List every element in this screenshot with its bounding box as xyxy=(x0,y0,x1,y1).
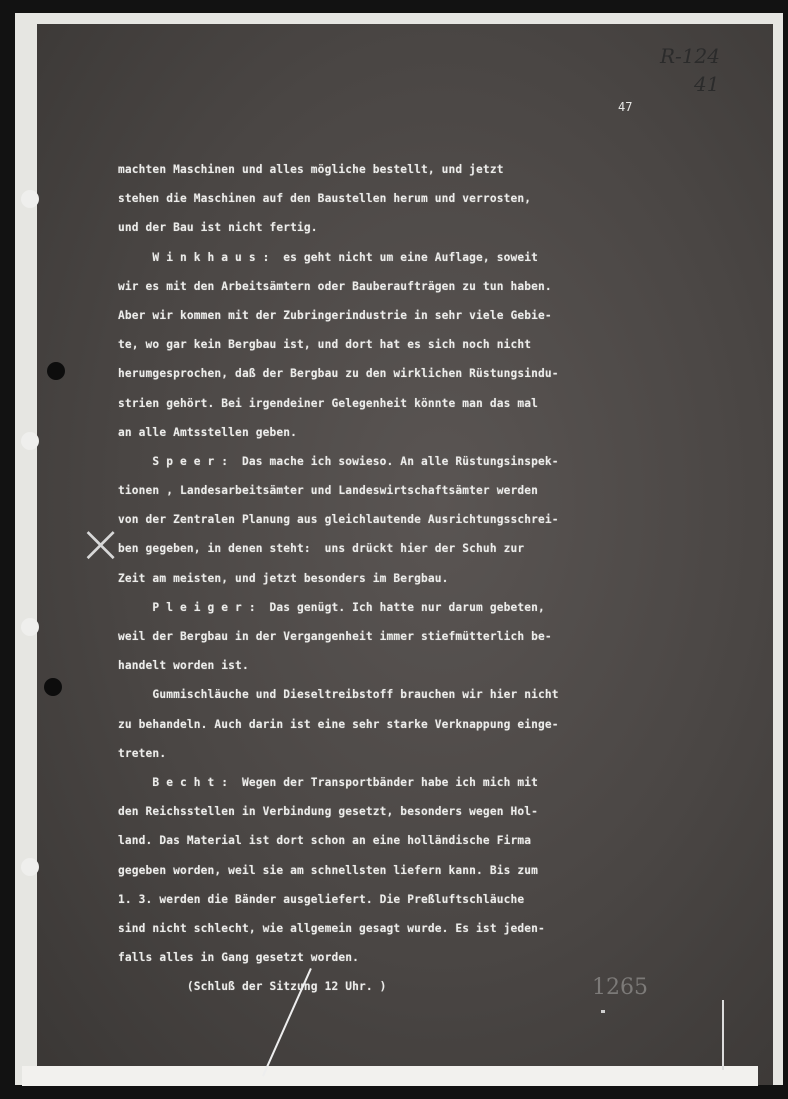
text-line: gegeben worden, weil sie am schnellsten liefern kann. Bis zum xyxy=(118,863,539,877)
punch-hole xyxy=(21,618,39,636)
pencil-cross-mark: ⨯ xyxy=(78,512,124,575)
bottom-tape-strip xyxy=(22,1066,758,1086)
text-line: ben gegeben, in denen steht: uns drückt hier der Schuh zur xyxy=(118,542,525,556)
text-line: Zeit am meisten, und jetzt besonders im Bergbau. xyxy=(118,571,449,585)
text-line: machten Maschinen und alles mögliche bestellt, und jetzt xyxy=(118,163,504,176)
stamped-page-number: 1265 xyxy=(592,975,648,1000)
archive-sub-annotation: 41 xyxy=(694,72,720,96)
document-body xyxy=(118,155,678,1001)
text-line: treten. xyxy=(118,746,167,760)
text-line: wir es mit den Arbeitsämtern oder Bauberaufträgen zu tun haben. xyxy=(118,279,552,293)
edge-scratch xyxy=(722,1000,724,1070)
text-line: zu behandeln. Auch darin ist eine sehr starke Verknappung einge- xyxy=(118,717,559,731)
text-line: B e c h t : Wegen der Transportbänder habe ich mich mit xyxy=(118,775,539,789)
text-line: P l e i g e r : Das genügt. Ich hatte nur darum gebeten, xyxy=(118,600,545,614)
text-line: (Schluß der Sitzung 12 Uhr. ) xyxy=(118,980,387,994)
small-mark xyxy=(601,1010,605,1013)
punch-hole xyxy=(47,362,65,380)
text-line: von der Zentralen Planung aus gleichlautende Ausrichtungsschrei- xyxy=(118,513,559,527)
text-line: strien gehört. Bei irgendeiner Gelegenheit könnte man das mal xyxy=(118,396,539,410)
text-line: falls alles in Gang gesetzt worden. xyxy=(118,951,359,965)
text-line: und der Bau ist nicht fertig. xyxy=(118,221,318,235)
archive-number-annotation: R-124 xyxy=(660,44,720,68)
text-line: te, wo gar kein Bergbau ist, und dort hat es sich noch nicht xyxy=(118,338,532,352)
text-line: stehen die Maschinen auf den Baustellen herum und verrosten, xyxy=(118,192,532,206)
punch-hole xyxy=(21,858,39,876)
text-line: herumgesprochen, daß der Bergbau zu den wirklichen Rüstungsindu- xyxy=(118,367,559,381)
text-line: an alle Amtsstellen geben. xyxy=(118,425,298,439)
text-line: handelt worden ist. xyxy=(118,659,249,673)
text-line: Gummischläuche und Dieseltreibstoff brauchen wir hier nicht xyxy=(118,688,559,702)
text-line: land. Das Material ist dort schon an eine holländische Firma xyxy=(118,834,532,848)
punch-hole xyxy=(21,432,39,450)
text-line: W i n k h a u s : es geht nicht um eine Auflage, soweit xyxy=(118,250,539,264)
text-line: weil der Bergbau in der Vergangenheit immer stiefmütterlich be- xyxy=(118,630,552,643)
punch-hole xyxy=(21,190,39,208)
text-line: tionen , Landesarbeitsämter und Landeswirtschaftsämter werden xyxy=(118,484,539,498)
text-line: 1. 3. werden die Bänder ausgeliefert. Die Preßluftschläuche xyxy=(118,892,525,906)
page-number: 47 xyxy=(618,100,633,114)
text-line: Aber wir kommen mit der Zubringerindustrie in sehr viele Gebie- xyxy=(118,308,552,322)
text-line: sind nicht schlecht, wie allgemein gesagt wurde. Es ist jeden- xyxy=(118,921,545,935)
text-line: S p e e r : Das mache ich sowieso. An alle Rüstungsinspek- xyxy=(118,454,559,468)
punch-hole xyxy=(44,678,62,696)
text-line: den Reichsstellen in Verbindung gesetzt, besonders wegen Hol- xyxy=(118,805,539,819)
